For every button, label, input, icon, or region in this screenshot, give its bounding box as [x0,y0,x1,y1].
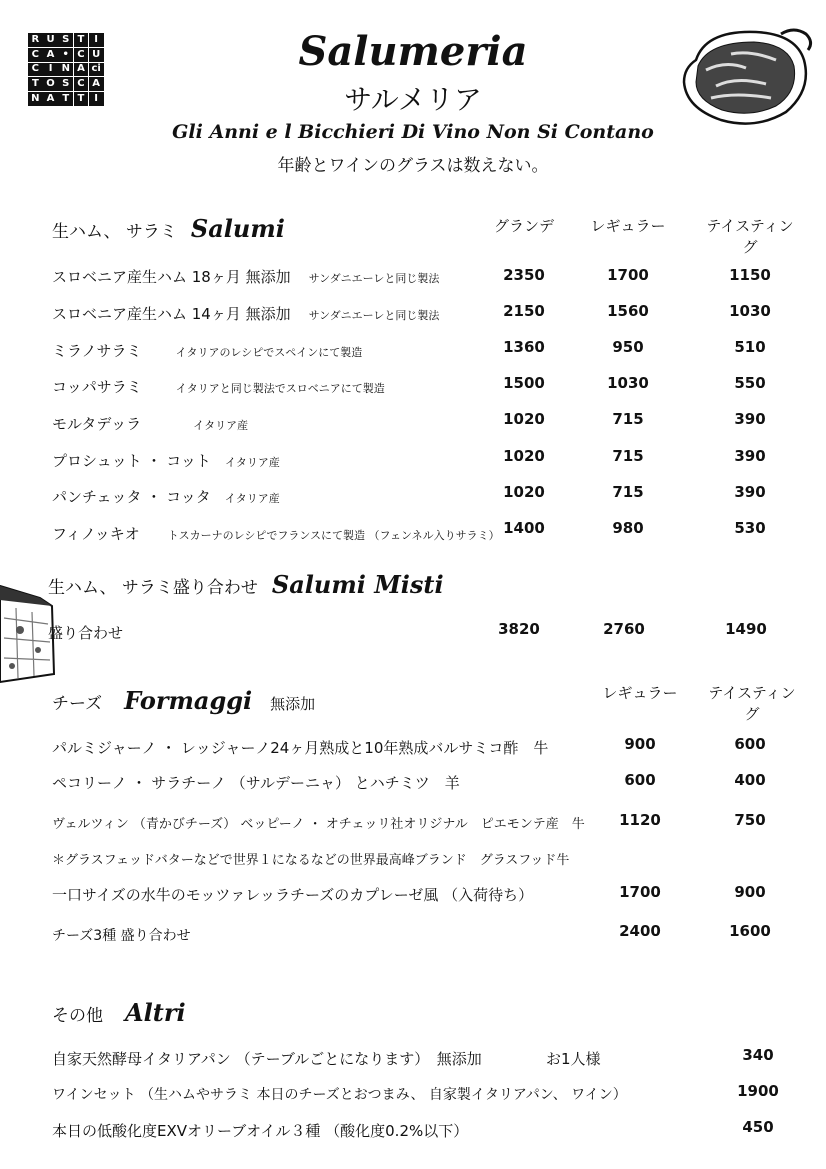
menu-item [52,413,248,434]
item-note: トスカーナのレシピでフランスにて製造 （フェンネル入りサラミ） [167,529,500,542]
price-tasting: 390 [734,447,766,465]
logo-letter: A [43,48,58,62]
price-regular: 715 [612,410,644,428]
price-grande: 1500 [503,374,545,392]
section-heading-jp: その他 [52,1006,103,1026]
price-regular: 715 [612,447,644,465]
price-regular: 715 [612,483,644,501]
section-heading-jp: チーズ [52,694,103,714]
price-regular: 980 [612,519,644,537]
logo-letter: C [28,48,43,62]
logo-letter: U [89,48,104,62]
logo-letter: I [89,33,104,47]
item-name: プロシュット ・ コット [52,452,211,470]
item-name: 盛り合わせ [48,624,124,642]
menu-item: 自家天然酵母イタリアパン （テーブルごとになります） 無添加 [52,1050,482,1068]
price-tasting: 400 [734,771,766,789]
item-unit: お1人様 [546,1050,601,1068]
price-tasting: 390 [734,410,766,428]
menu-item [52,486,280,507]
menu-item [52,303,439,324]
motto-jp: 年齢とワインのグラスは数えない。 [277,156,549,176]
item-name: モルタデッラ [52,415,142,433]
logo-letter: S [58,33,73,47]
section-heading-formaggi [52,686,315,715]
logo-letter: T [74,33,89,47]
menu-item: 本日の低酸化度EXVオリーブオイル３種 （酸化度0.2%以下） [52,1122,469,1140]
menu-item: チーズ3種 盛り合わせ [52,928,191,944]
item-name: スロベニア産生ハム 18ヶ月 無添加 [52,268,291,286]
menu-item [52,523,500,544]
menu-item: パルミジャーノ ・ レッジャーノ24ヶ月熟成と10年熟成バルサミコ酢 牛 [52,739,549,757]
logo-letter: T [58,92,73,106]
logo-letter: N [28,92,43,106]
price-regular: 1120 [619,811,661,829]
item-name: スロベニア産生ハム 14ヶ月 無添加 [52,305,291,323]
logo-letter: A [43,92,58,106]
price-grande: 1020 [503,410,545,428]
section-heading-altri [52,998,186,1027]
item-note: サンダニエーレと同じ製法 [308,272,440,285]
section-heading-en: Salumi Misti [271,570,444,599]
price-regular: 2400 [619,922,661,940]
logo-letter: N [58,63,73,77]
price-tasting: 390 [734,483,766,501]
price-regular: 950 [612,338,644,356]
logo-letter: O [43,77,58,91]
price-tasting: 550 [734,374,766,392]
item-name: フィノッキオ [52,525,140,543]
price-tasting: 530 [734,519,766,537]
menu-item: 一口サイズの水牛のモッツァレッラチーズのカプレーゼ風 （入荷待ち） [52,886,534,904]
price-tasting: 1490 [725,620,767,638]
price-tasting: 1150 [729,266,771,284]
price-tasting: 900 [734,883,766,901]
price-grande: 1020 [503,447,545,465]
menu-item [52,340,362,361]
price: 1900 [737,1082,779,1100]
item-note: イタリアと同じ製法でスロベニアにて製造 [175,382,385,395]
logo-letter: T [28,77,43,91]
column-header-tasting: テイスティング [708,684,796,723]
section-heading-en: Salumi [190,214,285,243]
logo-letter: C [28,63,43,77]
menu-title-jp: サルメリア [344,83,482,116]
menu-item: ペコリーノ ・ サラチーノ （サルデーニャ） とハチミツ 羊 [52,774,460,792]
section-heading-en: Altri [125,998,186,1027]
price-grande: 1360 [503,338,545,356]
item-name: パンチェッタ ・ コッタ [52,488,211,506]
menu-item: ヴェルツィン （青かびチーズ） ベッピーノ ・ オチェッリ社オリジナル ピエモンテ産 牛 [52,817,585,832]
menu-item [52,266,439,287]
price-regular: 600 [624,771,656,789]
logo-letter: A [89,77,104,91]
section-heading-en: Formaggi [124,686,253,715]
price-grande: 1400 [503,519,545,537]
price-regular: 1700 [619,883,661,901]
price-grande: 2350 [503,266,545,284]
section-heading-salumi [52,214,285,243]
item-name: コッパサラミ [52,378,142,396]
price-regular: 900 [624,735,656,753]
menu-item-note: ＊グラスフェッドバターなどで世界１になるなどの世界最高峰ブランド グラスフッド牛 [52,853,570,868]
column-header-tasting: テイスティング [706,217,794,256]
item-note: イタリア産 [224,492,280,505]
section-heading-jp: 生ハム、 サラミ盛り合わせ [48,578,258,598]
menu-item [52,450,280,471]
item-name: ミラノサラミ [52,342,142,360]
section-heading-jp: 生ハム、 サラミ [52,222,177,242]
price-tasting: 1600 [729,922,771,940]
price-tasting: 750 [734,811,766,829]
price-regular: 1030 [607,374,649,392]
column-header-grande: グランデ [493,217,554,235]
logo-letter: S [58,77,73,91]
logo-letter: T [74,92,89,106]
menu-item: ワインセット （生ハムやサラミ 本日のチーズとおつまみ、 自家製イタリアパン、 ワイン） [52,1087,627,1103]
price: 450 [742,1118,774,1136]
price: 340 [742,1046,774,1064]
logo-letter: A [74,63,89,77]
item-note: イタリア産 [193,419,249,432]
logo-letter: • [58,48,73,62]
price-grande: 2150 [503,302,545,320]
logo-letter: I [43,63,58,77]
section-heading-misti [48,570,444,599]
logo-letter: ci [89,63,104,77]
column-header-regular: レギュラー [590,217,666,235]
price-regular: 1700 [607,266,649,284]
item-note: サンダニエーレと同じ製法 [308,309,440,322]
logo-letter: C [74,77,89,91]
price-regular: 2760 [603,620,645,638]
price-grande: 1020 [503,483,545,501]
price-tasting: 600 [734,735,766,753]
item-note: イタリア産 [224,456,280,469]
logo-letter: R [28,33,43,47]
column-header-regular: レギュラー [602,684,678,702]
price-tasting: 1030 [729,302,771,320]
logo-letter: U [43,33,58,47]
menu-item [52,376,385,397]
motto: Gli Anni e l Bicchieri Di Vino Non Si Contano [172,121,654,143]
item-note: イタリアのレシピでスペインにて製造 [175,346,363,359]
price-regular: 1560 [607,302,649,320]
price-tasting: 510 [734,338,766,356]
logo-letter: C [74,48,89,62]
price-grande: 3820 [498,620,540,638]
logo-letter: I [89,92,104,106]
section-heading-note: 無添加 [270,695,316,713]
menu-title: Salumeria [298,28,528,75]
